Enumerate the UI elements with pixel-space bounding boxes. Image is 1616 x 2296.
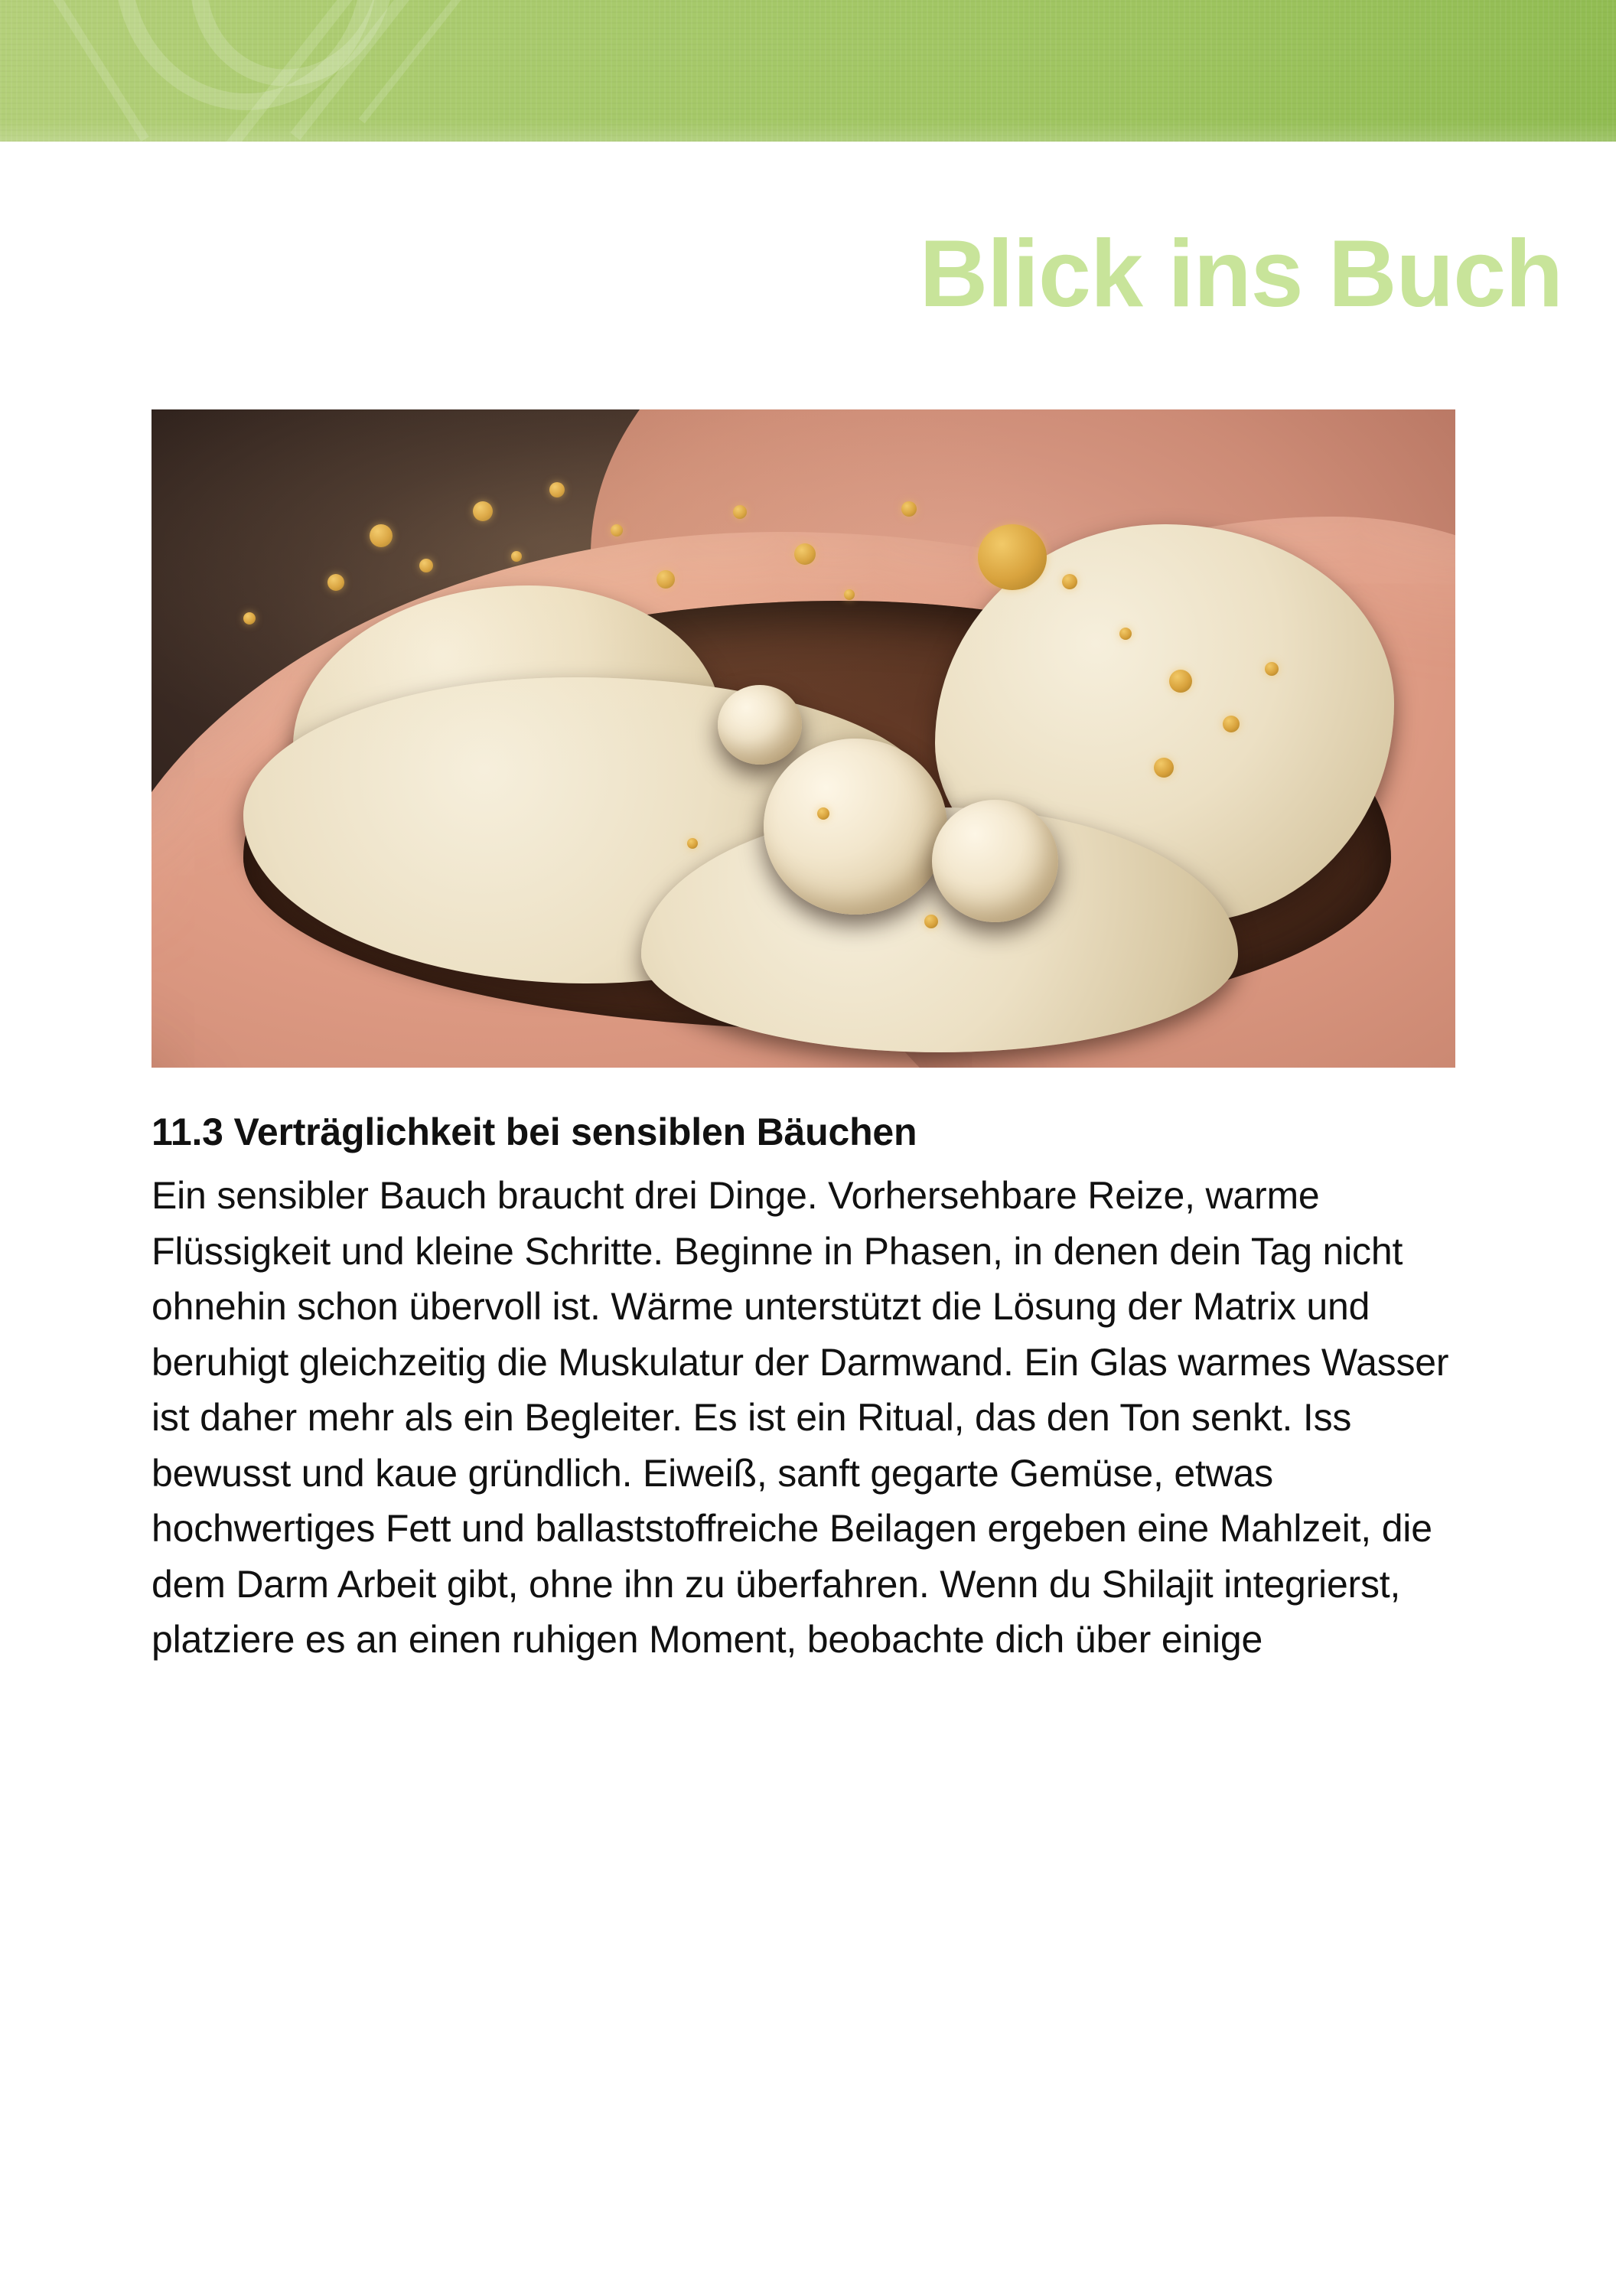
decorative-top-band	[0, 0, 1616, 142]
gold-particle-cluster	[978, 524, 1047, 590]
gold-particle	[1169, 670, 1192, 693]
nodule-large	[764, 739, 947, 915]
gold-particle	[370, 524, 393, 547]
hero-image	[152, 409, 1455, 1068]
nodule-medium	[932, 800, 1058, 922]
band-bottom-fade	[0, 122, 1616, 142]
gold-particle	[1154, 758, 1174, 778]
gold-particle	[656, 570, 675, 589]
page-content	[0, 142, 1616, 1668]
section-paragraph: Ein sensibler Bauch braucht drei Dinge. Vorhersehbare Reize, warme Flüssigkeit und kleine Schritte. Beginne in Phasen, in denen dein Tag nicht ohnehin schon übervoll ist. Wärme unterstützt die Lösung der Matrix und beruhigt gleichzeitig die Muskulatur der Darmwand. Ein Glas warmes Wasser ist daher mehr als ein Begleiter. Es ist ein Ritual, das den Ton senkt. Iss bewusst und kaue gründlich. Eiweiß, sanft gegarte Gemüse, etwas hochwertiges Fett und ballaststoffreiche Beilagen ergeben eine Mahlzeit, die dem Darm Arbeit gibt, ohne ihn zu überfahren. Wenn du Shilajit integrierst, platziere es an einen ruhigen Moment, beobachte dich über einige	[152, 1174, 1449, 1662]
article-text	[152, 1107, 1455, 1668]
nodule-small	[718, 685, 802, 765]
gold-particle	[473, 501, 493, 521]
gold-particle	[794, 543, 816, 565]
section-heading: 11.3 Verträglichkeit bei sensiblen Bäuchen	[152, 1110, 917, 1154]
page-title: Blick ins Buch	[919, 221, 1562, 327]
